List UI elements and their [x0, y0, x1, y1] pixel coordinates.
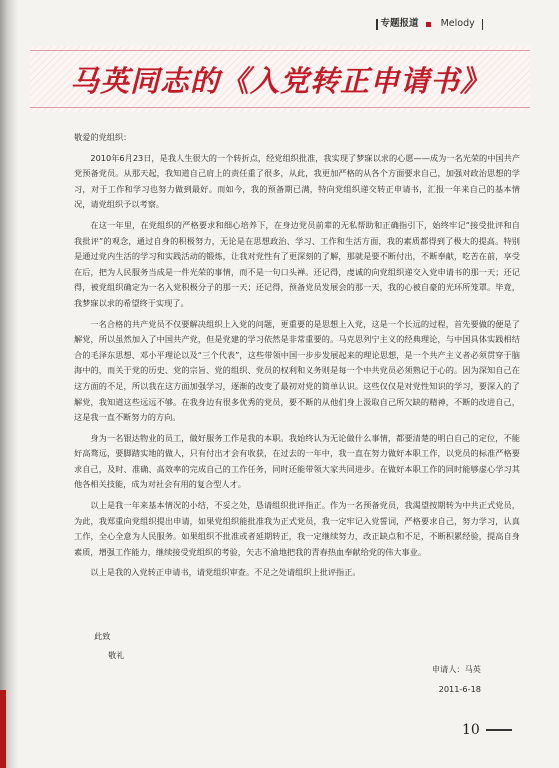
signature-block: [432, 660, 481, 699]
header-section: 专题报道: [380, 18, 419, 29]
letter-paragraph-2: 在这一年里，在党组织的严格要求和细心培养下，在身边党员前辈的无私帮助和正确指引下，始终牢记“接受批评和自我批评”的观念，通过自身的积极努力，无论是在思想政治、学习、工作和生活方面，我的素质都得到了极大的提高。特别是通过党内生活的学习和实践活动的锻炼，让我对党性有了更深刻的了解，那就是要不断付出，不断奉献，吃苦在前，享受在后，把为人民服务当成是一件光荣的事情，而不是一句口头禅。还记得，虔诚的向党组织递交入党申请书的那一天；还记得，被党组织确定为一名入党积极分子的那一天；还记得，预备党员发展会的那一天，我的心被自豪的光环所笼罩。毕竟，我梦寐以求的希望终于实现了。: [74, 219, 520, 308]
title-rule-top: [30, 50, 530, 51]
running-header: [376, 16, 544, 32]
header-tag: Melody: [440, 18, 475, 29]
letter-closing: [94, 627, 124, 665]
page-number-text: 10: [462, 722, 480, 738]
letter-paragraph-4: 身为一名银达物业的员工，做好服务工作是我的本职。我始终认为无论做什么事情，都要清楚的明白自己的定位，不能好高骛远，要脚踏实地的做人，只有付出才会有收获，在过去的一年中，我一直在努力做好本职工作，以党员的标准严格要求自己，及时、准确、高效率的完成自己的工作任务，同时还能带领大家共同进步。在做好本职工作的同时能够虚心学习其他各相关技能，成为对社会有用的复合型人才。: [74, 432, 520, 490]
page-number: [462, 722, 512, 738]
letter-body: [74, 130, 520, 581]
red-binding-strip: [0, 690, 6, 768]
header-divider-end: [482, 19, 484, 30]
page-gutter-shadow: [0, 0, 18, 768]
letter-greeting: 敬爱的党组织：: [74, 132, 132, 142]
letter-paragraph-6: 以上是我的入党转正申请书，请党组织审查。不足之处请组织上批评指正。: [90, 567, 361, 578]
applicant-name: 申请人：马英: [431, 664, 481, 674]
header-divider: [376, 19, 378, 30]
letter-paragraph-3: 一名合格的共产党员不仅要解决组织上入党的问题，更重要的是思想上入党，这是一个长远的过程，首先要做的便是了解党，所以虽然加入了中国共产党，但是党建的学习依然是非常重要的。马克思列宁主义的经典理论，与中国具体实践相结合的毛泽东思想、邓小平理论以及“三个代表”，这些带领中国一步步发展起来的理论思想，是一个共产主义者必须贯穿于脑海中的，而关于党的历史、党的宗旨、党的组织、党员的权利和义务则是每一个中共党员必须熟记于心的。因为深知自己在这方面的不足，所以我在这方面加强学习，逐渐的改变了最初对党的简单认识。这些仅仅是对党性知识的学习，要深入的了解党，我知道这些远远不够。在我身边有很多优秀的党员，要不断的从他们身上汲取自己所欠缺的精神，不断的改进自己，这是我一直不断努力的方向。: [74, 318, 520, 423]
closing-cizhi: 此致: [94, 631, 111, 641]
closing-jingli: 敬礼: [108, 650, 125, 660]
header-square-icon: [426, 22, 431, 27]
title-banner: [30, 46, 530, 112]
letter-paragraph-5: 以上是我一年来基本情况的小结，不妥之处，恳请组织批评指正。作为一名预备党员，我渴望按期转为中共正式党员，为此，我郑重向党组织提出申请，如果党组织能批准我为正式党员，我一定牢记入党誓词，严格要求自己，努力学习，认真工作，全心全意为人民服务。如果组织不批准或者延期转正，我一定继续努力，改正缺点和不足，不断积累经验，提高自身素质，增强工作能力，继续接受党组织的考验，矢志不渝地把我的青春热血奉献给党的伟大事业。: [74, 500, 520, 557]
article-title: 马英同志的《入党转正申请书》: [69, 64, 490, 98]
page-number-rule: [486, 729, 512, 731]
letter-paragraph-1: 2010年6月23日，是我人生很大的一个转折点，经党组织批准，我实现了梦寐以求的心愿——成为一名光荣的中国共产党预备党员。从那天起，我知道自己肩上的责任重了很多，从此，我更加严格的从各个方面要求自己，加强对政治思想的学习，对于工作和学习也努力做到最好。而如今，我的预备期已满，特向党组织递交转正申请书，汇报一年来自己的基本情况，请党组织予以考察。: [74, 152, 520, 210]
signature-date: 2011-6-18: [438, 684, 481, 694]
title-rule-bottom: [30, 107, 530, 108]
